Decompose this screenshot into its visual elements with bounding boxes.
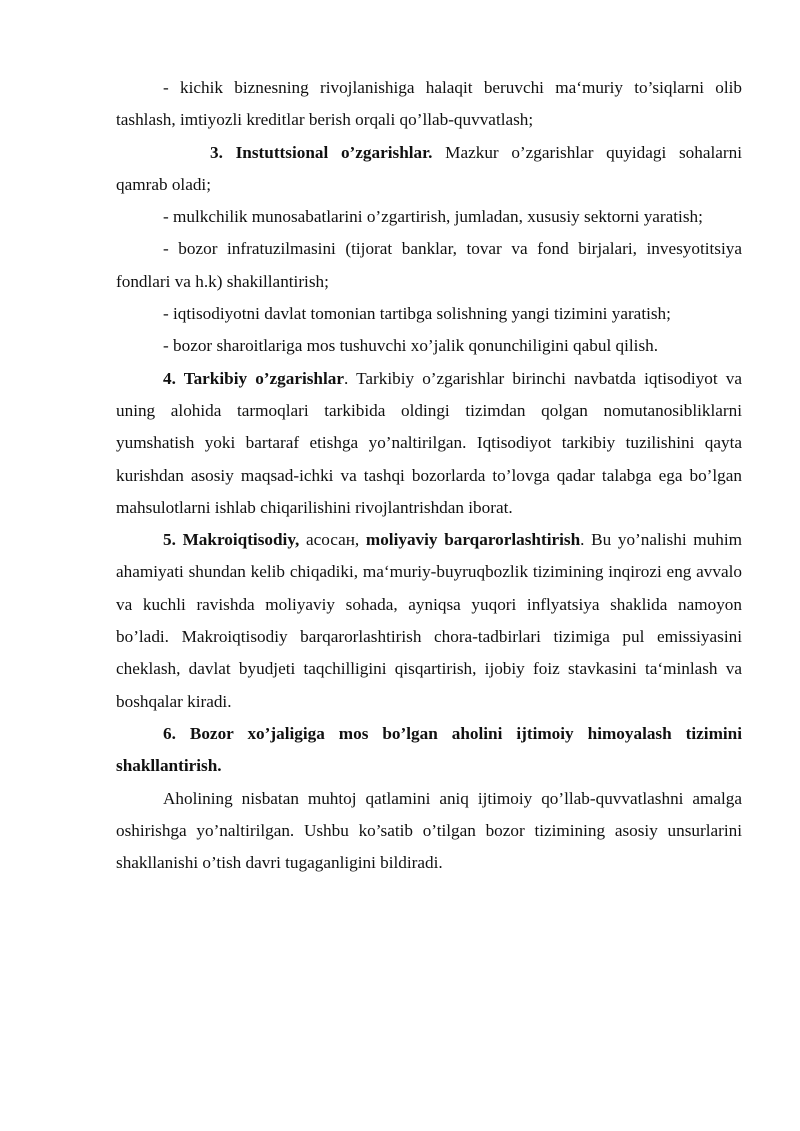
section-heading-4: 4. Tarkibiy o’zgarishlar [163, 368, 344, 388]
paragraph-text: - bozor infratuzilmasini (tijorat banklar, tovar va fond birjalari, invesyotitsiya fondlari va h.k) shakillantirish; [116, 239, 742, 291]
section-heading-5-cont: moliyaviy barqarorlashtirish [365, 530, 581, 550]
paragraph-text: - bozor sharoitlariga mos tushuvchi xo’jalik qonunchiligini qabul qilish. [163, 336, 659, 356]
document-body [116, 72, 742, 879]
paragraph-iqtisodiyotni-tartibga-solish [116, 298, 742, 330]
paragraph-institutional-changes [116, 137, 742, 202]
paragraph-kichik-biznes [116, 72, 742, 137]
paragraph-aholining [116, 783, 742, 880]
paragraph-qonunchilik [116, 330, 742, 362]
section-heading-3: 3. Instuttsional o’zgarishlar. [210, 142, 433, 162]
paragraph-macro-stabilization [116, 524, 742, 718]
paragraph-text: . Tarkibiy o’zgarishlar birinchi navbatda iqtisodiyot va uning alohida tarmoqlari tarkibida oldingi tizimdan qolgan nomutanosibliklarni yumshatish yoki bartaraf etishga yo’naltirilgan. Iqtisodiyot tarkibiy tuzilishini qayta kurishdan asosiy maqsad-ichki va tashqi bozorlarda to’lovga qadar talabga ega bo’lgan mahsulotlarni ishlab chiqarilishini rivojlantrishdan iborat. [116, 368, 743, 517]
paragraph-text: - kichik biznesning rivojlanishiga halaqit beruvchi ma‘muriy to’siqlarni olib tashlash, imtiyozli kreditlar berish orqali qo’llab-quvvatlash; [116, 78, 742, 130]
section-heading-5: 5. Makroiqtisodiy, [163, 530, 300, 550]
paragraph-structural-changes [116, 363, 742, 524]
paragraph-text: - mulkchilik munosabatlarini o’zgartirish, jumladan, xususiy sektorni yaratish; [163, 207, 703, 227]
paragraph-bozor-infratuzilmasi [116, 233, 742, 298]
paragraph-text: Aholining nisbatan muhtoj qatlamini aniq ijtimoiy qo’llab-quvvatlashni amalga oshirishga yo’naltirilgan. Ushbu ko’satib o’tilgan bozor tizimining asosiy unsurlarini shakllanishi o’tish davri tugaganligini bildiradi. [116, 788, 742, 873]
paragraph-mulkchilik [116, 201, 742, 233]
section-heading-6: 6. Bozor xo’jaligiga mos bo’lgan aholini ijtimoiy himoyalash tizimini shakllantirish. [116, 723, 742, 776]
paragraph-social-protection-heading [116, 718, 742, 783]
paragraph-text: - iqtisodiyotni davlat tomonian tartibga solishning yangi tizimini yaratish; [163, 304, 671, 324]
paragraph-text: . Bu yo’nalishi muhim ahamiyati shundan kelib chiqadiki, ma‘muriy-buyruqbozlik tizimining inqirozi eng avvalo va kuchli ravishda moliyaviy sohada, ayniqsa yuqori inflyatsiya shaklida namoyon bo’ladi. Makroiqtisodiy barqarorlashtirish chora-tadbirlari tizimiga pul emissiyasini cheklash, davlat byudjeti taqchilligini qisqartirish, ijobiy foiz stavkasini ta‘minlash va boshqalar kiradi. [116, 530, 742, 711]
paragraph-text: асосан, [299, 530, 366, 550]
paragraph-text: Mazkur o’zgarishlar quyidagi sohalarni qamrab oladi; [116, 142, 742, 194]
